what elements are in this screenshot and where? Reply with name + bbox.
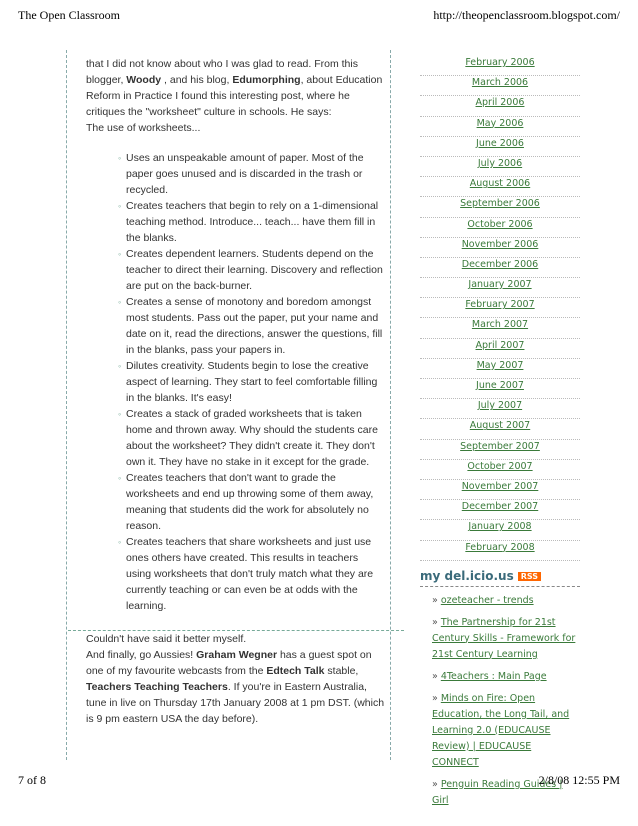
archive-month-link[interactable] — [420, 238, 580, 258]
archive-month-label: December 2007 — [461, 501, 539, 513]
archive-month-link[interactable] — [420, 258, 580, 278]
post-content — [86, 56, 386, 727]
archive-month-label: July 2006 — [477, 157, 523, 169]
archive-month-label: August 2007 — [469, 420, 531, 432]
archive-month-label: March 2006 — [471, 77, 529, 89]
archive-month-link[interactable] — [420, 298, 580, 318]
archive-month-link[interactable] — [420, 359, 580, 379]
worksheet-list-item: ◦ Creates a stack of graded worksheets that is taken home and thrown away. Why should the students care about the worksheet? They didn't create it. They don't own it. They have no stake in it except for the grade. — [126, 406, 386, 470]
teachers-teaching-teachers-link[interactable]: Teachers Teaching Teachers — [86, 681, 228, 693]
archive-month-link[interactable] — [420, 218, 580, 238]
post-comment: Couldn't have said it better myself. — [86, 633, 247, 645]
delicious-link-label: Penguin Reading Guides | Girl — [432, 778, 563, 806]
worksheet-list-item: ◦ Dilutes creativity. Students begin to lose the creative aspect of learning. They start to feel comfortable filling in the blanks. It's easy! — [126, 358, 386, 406]
archive-month-link[interactable] — [420, 399, 580, 419]
archive-month-label: July 2007 — [477, 400, 523, 412]
bullet-icon: » — [432, 692, 438, 704]
post-final: And finally, go Aussies! Graham Wegner has a guest spot on one of my favourite webcasts from the Edtech Talk stable, Teachers Teaching Teachers. If you're in Eastern Australia, tune in live on Thursday 17th January 2008 at 1 pm DST. (which is 9 pm eastern USA the day before). — [86, 649, 385, 725]
delicious-title[interactable]: my del.icio.us — [420, 568, 514, 583]
archive-month-label: January 2007 — [468, 279, 532, 291]
page-footer-datetime: 2/8/08 12:55 PM — [538, 773, 620, 787]
delicious-link-item[interactable] — [432, 615, 580, 663]
post-intro: that I did not know about who I was glad to read. From this blogger, Woody , and his blog, Edumorphing, about Education Reform in Practice I found this interesting post, where he critiques the "worksheet" culture in schools. He says: — [86, 58, 383, 118]
archive-month-label: April 2007 — [475, 339, 525, 351]
archive-month-link[interactable] — [420, 96, 580, 116]
archive-month-label: March 2007 — [471, 319, 529, 331]
delicious-link-label: Minds on Fire: Open Education, the Long Tail, and Learning 2.0 (EDUCAUSE Review) | EDUCAUSE CONNECT — [432, 692, 570, 768]
archive-month-label: November 2006 — [461, 238, 539, 250]
archive-month-label: May 2007 — [476, 359, 524, 371]
archive-month-link[interactable] — [420, 157, 580, 177]
page-header-url: http://theopenclassroom.blogspot.com/ — [433, 8, 620, 22]
delicious-link-item[interactable] — [432, 593, 580, 609]
archive-month-label: September 2006 — [460, 198, 540, 210]
bullet-icon: » — [432, 778, 438, 790]
archive-month-label: October 2007 — [467, 460, 533, 472]
archive-month-label: January 2008 — [468, 521, 532, 533]
archive-month-link[interactable] — [420, 117, 580, 137]
worksheet-list-item: ◦ Creates teachers that begin to rely on a 1-dimensional teaching method. Introduce... teach... have them fill in the blanks. — [126, 198, 386, 246]
bullet-icon: » — [432, 594, 438, 606]
archive-month-link[interactable] — [420, 500, 580, 520]
woody-link[interactable]: Woody — [126, 74, 162, 86]
delicious-link-item[interactable] — [432, 691, 580, 771]
archive-month-link[interactable] — [420, 440, 580, 460]
sidebar — [420, 56, 580, 809]
archive-month-link[interactable] — [420, 76, 580, 96]
archive-month-link[interactable] — [420, 480, 580, 500]
edumorphing-link[interactable]: Edumorphing — [232, 74, 301, 86]
page-footer-number: 7 of 8 — [18, 773, 46, 787]
archive-month-link[interactable] — [420, 460, 580, 480]
archive-month-link[interactable] — [420, 197, 580, 217]
archive-month-link[interactable] — [420, 137, 580, 157]
bullet-icon: » — [432, 616, 438, 628]
column-divider — [390, 50, 391, 760]
archive-month-link[interactable] — [420, 278, 580, 298]
archive-month-link[interactable] — [420, 339, 580, 359]
delicious-link-item[interactable] — [432, 669, 580, 685]
rss-icon[interactable]: RSS — [518, 572, 541, 581]
worksheet-list-item: ◦ Creates teachers that don't want to grade the worksheets and end up throwing some of them away, meaning that students did the work for absolutely no reason. — [126, 470, 386, 534]
worksheet-list-item: ◦ Creates teachers that share worksheets and just use ones others have created. This results in teachers using worksheets that don't truly match what they are currently teaching or can even be at odds with the learning. — [126, 534, 386, 614]
archive-month-link[interactable] — [420, 318, 580, 338]
left-border — [66, 50, 67, 760]
archive-month-label: February 2007 — [465, 299, 535, 311]
graham-wegner-link[interactable]: Graham Wegner — [196, 649, 278, 661]
archive-month-link[interactable] — [420, 177, 580, 197]
delicious-link-label: ozeteacher - trends — [440, 594, 534, 606]
blog-archive — [420, 56, 580, 561]
delicious-link-label: 4Teachers : Main Page — [440, 670, 547, 682]
archive-month-link[interactable] — [420, 379, 580, 399]
worksheet-list-item: ◦ Uses an unspeakable amount of paper. Most of the paper goes unused and is discarded in the trash or recycled. — [126, 150, 386, 198]
worksheet-list-item: ◦ Creates dependent learners. Students depend on the teacher to direct their learning. Discovery and reflection are put on the back-burner. — [126, 246, 386, 294]
archive-month-label: November 2007 — [461, 480, 539, 492]
archive-month-label: September 2007 — [460, 440, 540, 452]
archive-month-label: August 2006 — [469, 178, 531, 190]
archive-month-label: June 2006 — [476, 137, 524, 149]
archive-month-label: December 2006 — [461, 258, 539, 270]
worksheet-list — [86, 150, 386, 614]
edtech-talk-link[interactable]: Edtech Talk — [266, 665, 325, 677]
archive-month-label: February 2006 — [465, 57, 535, 68]
archive-month-link[interactable] — [420, 56, 580, 76]
delicious-heading — [420, 569, 580, 587]
archive-month-label: February 2008 — [465, 541, 535, 553]
archive-month-label: June 2007 — [476, 380, 524, 391]
archive-month-label: October 2006 — [467, 218, 533, 230]
bullet-icon: » — [432, 670, 438, 682]
worksheet-list-item: ◦ Creates a sense of monotony and boredom amongst most students. Pass out the paper, put your name and date on it, read the directions, answer the questions, fill in the blanks, pass your papers in. — [126, 294, 386, 358]
archive-month-label: April 2006 — [475, 97, 525, 109]
archive-month-link[interactable] — [420, 520, 580, 540]
archive-month-link[interactable] — [420, 419, 580, 439]
delicious-link-label: The Partnership for 21st Century Skills - Framework for 21st Century Learning — [432, 616, 576, 660]
archive-month-link[interactable] — [420, 541, 580, 561]
quote-title: The use of worksheets... — [86, 122, 201, 134]
archive-month-label: May 2006 — [476, 117, 524, 129]
page-header-site: The Open Classroom — [18, 8, 120, 22]
